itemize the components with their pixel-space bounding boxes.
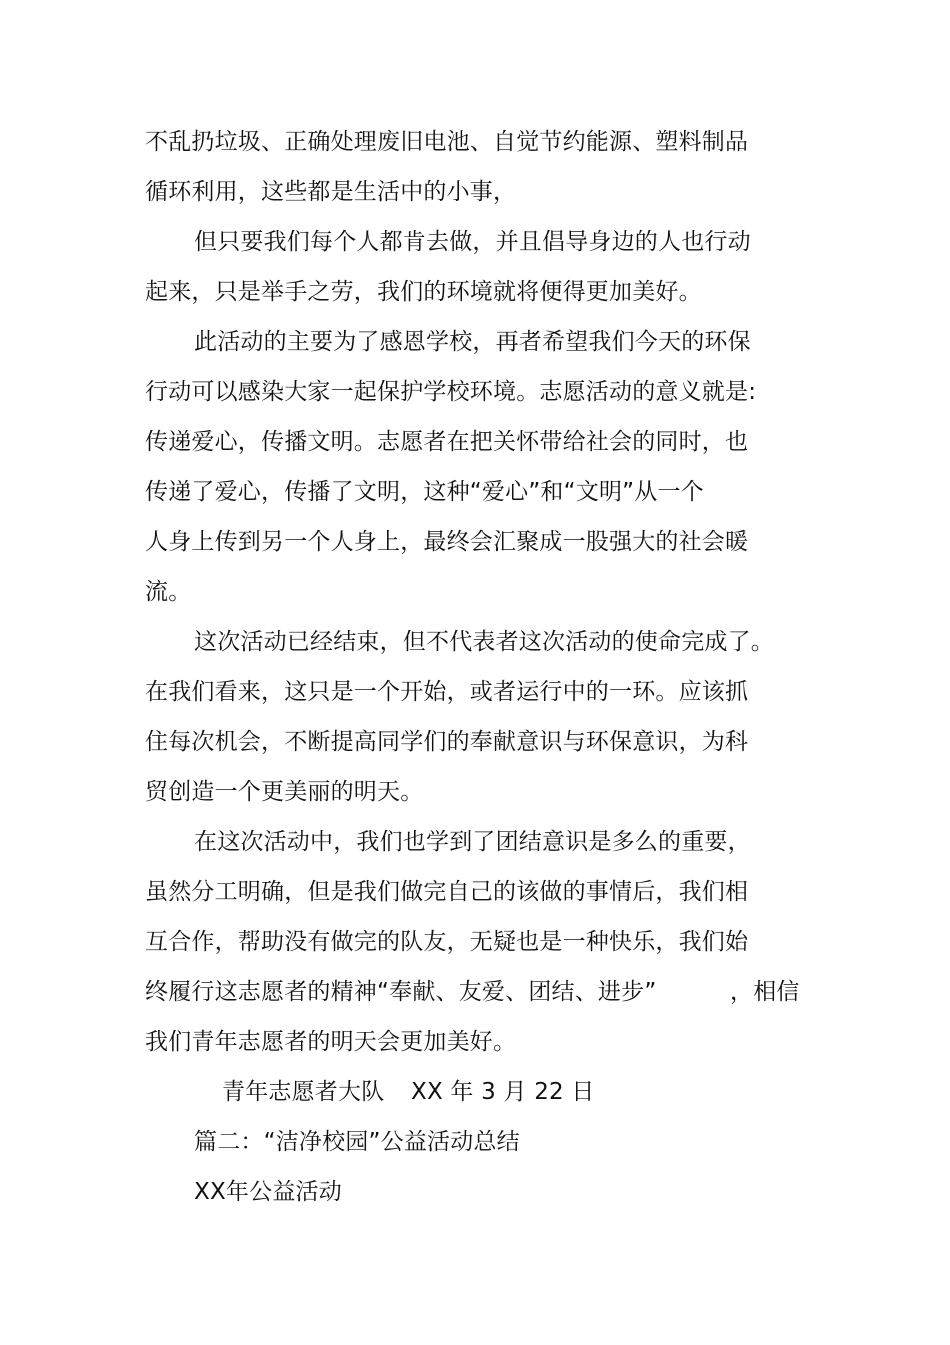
- paragraph-start: 但只要我们每个人都肯去做，并且倡导身边的人也行动: [194, 229, 751, 255]
- body-line: 行动可以感染大家一起保护学校环境。志愿活动的意义就是:: [145, 379, 757, 405]
- paragraph-start: 此活动的主要为了感恩学校，再者希望我们今天的环保: [194, 329, 751, 355]
- paragraph-start: 在这次活动中，我们也学到了团结意识是多么的重要，: [194, 829, 751, 855]
- body-line: 不乱扔垃圾、正确处理废旧电池、自觉节约能源、塑料制品: [145, 129, 749, 155]
- body-line-tail: ，相信: [730, 979, 800, 1005]
- body-line: 贸创造一个更美丽的明天。: [145, 779, 424, 805]
- body-line: 住每次机会，不断提高同学们的奉献意识与环保意识，为科: [145, 729, 749, 755]
- body-line: 终履行这志愿者的精神“奉献、友爱、团结、进步”: [145, 979, 657, 1005]
- body-line: 传递了爱心，传播了文明，这种“爱心”和“文明”从一个: [145, 479, 704, 505]
- body-line: 我们青年志愿者的明天会更加美好。: [145, 1029, 517, 1055]
- section-subtitle: XX年公益活动: [194, 1179, 342, 1205]
- signature-date: XX 年 3 月 22 日: [411, 1079, 595, 1105]
- section-title: 篇二：“洁净校园”公益活动总结: [194, 1129, 520, 1155]
- signature-unit: 青年志愿者大队: [222, 1079, 385, 1105]
- body-line: 人身上传到另一个人身上，最终会汇聚成一股强大的社会暖: [145, 529, 749, 555]
- body-line: 流。: [145, 579, 192, 605]
- body-line: 循环利用，这些都是生活中的小事，: [145, 179, 517, 205]
- paragraph-start: 这次活动已经结束，但不代表者这次活动的使命完成了。: [194, 629, 774, 655]
- body-line: 传递爱心，传播文明。志愿者在把关怀带给社会的同时，也: [145, 429, 749, 455]
- body-line: 在我们看来，这只是一个开始，或者运行中的一环。应该抓: [145, 679, 749, 705]
- body-line: 互合作，帮助没有做完的队友，无疑也是一种快乐，我们始: [145, 929, 749, 955]
- body-line: 虽然分工明确，但是我们做完自己的该做的事情后，我们相: [145, 879, 749, 905]
- body-line: 起来，只是举手之劳，我们的环境就将便得更加美好。: [145, 279, 702, 305]
